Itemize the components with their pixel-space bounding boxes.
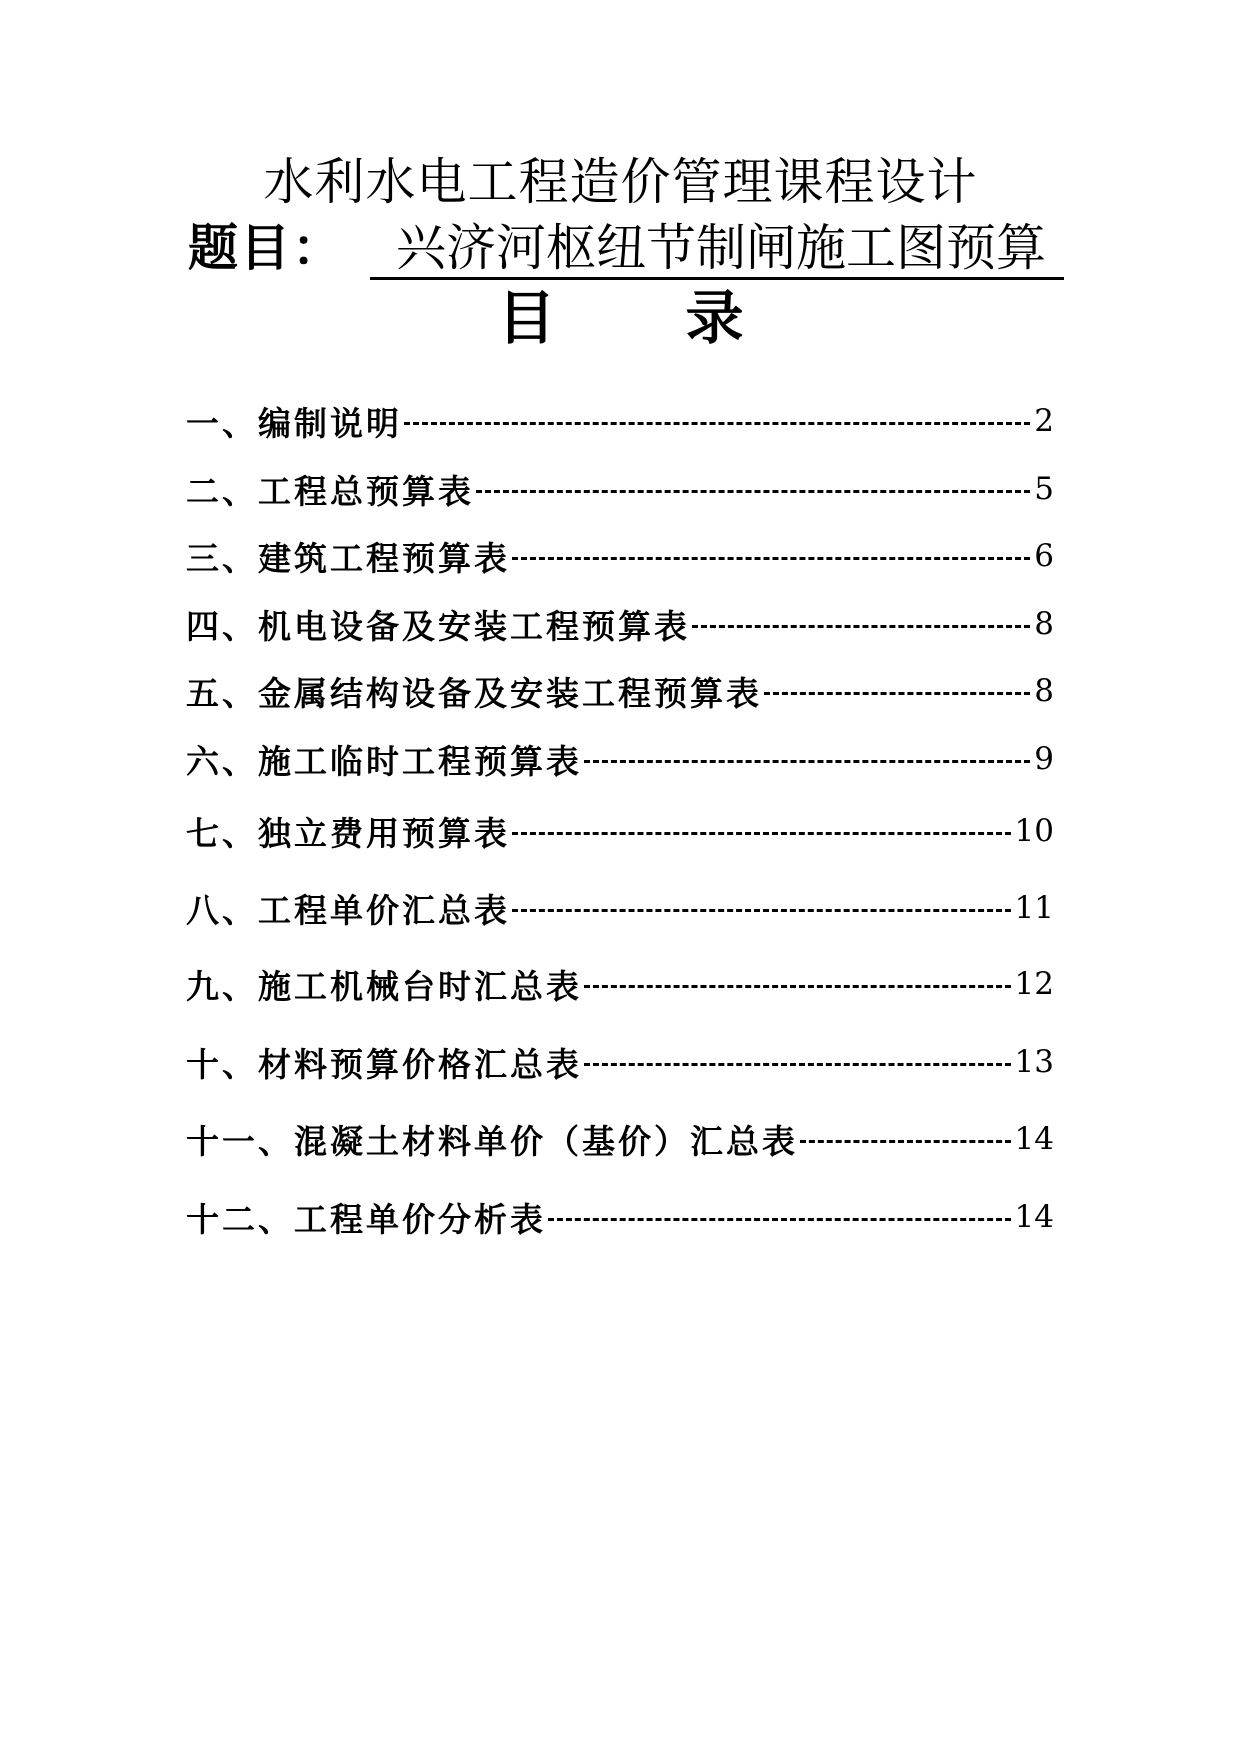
toc-item[interactable] [186,465,1054,513]
toc-leader [692,625,1030,628]
toc-item-label: 十、材料预算价格汇总表 [186,1044,582,1084]
toc-item-label: 七、独立费用预算表 [186,813,510,853]
toc-item[interactable] [186,667,1054,715]
toc-item-label: 十一、混凝土材料单价（基价）汇总表 [186,1121,798,1161]
toc-item-label: 八、工程单价汇总表 [186,890,510,930]
toc-item[interactable] [186,1115,1054,1163]
toc-item[interactable] [186,532,1054,580]
toc-item[interactable] [186,960,1054,1008]
toc-heading: 目录 [497,284,874,352]
toc-leader [548,1218,1011,1221]
toc-item-label: 九、施工机械台时汇总表 [186,966,582,1006]
toc-item-label: 十二、工程单价分析表 [186,1199,546,1239]
toc-item-label: 六、施工临时工程预算表 [186,741,582,781]
toc-item[interactable] [186,884,1054,932]
toc-item-page: 14 [1014,1121,1054,1157]
toc-item[interactable] [186,600,1054,648]
topic-line [188,214,1064,280]
toc-item-page: 14 [1014,1199,1054,1235]
toc-item-label: 五、金属结构设备及安装工程预算表 [186,673,762,713]
toc-leader [404,422,1030,425]
toc-item-page: 11 [1014,890,1054,926]
toc-leader [764,692,1030,695]
toc-leader [800,1140,1011,1143]
toc-item-label: 三、建筑工程预算表 [186,538,510,578]
toc-item-page: 10 [1014,813,1054,849]
toc-item[interactable] [186,735,1054,783]
toc-item-page: 2 [1034,403,1054,439]
toc-leader [512,832,1011,835]
toc-item-label: 二、工程总预算表 [186,471,474,511]
toc-leader [584,1063,1011,1066]
toc-item[interactable] [186,1038,1054,1086]
toc-leader [584,985,1011,988]
toc-leader [512,557,1030,560]
toc-item-page: 13 [1014,1044,1054,1080]
toc-item-page: 8 [1034,606,1054,642]
toc-item-page: 12 [1014,966,1054,1002]
toc-item-page: 8 [1034,673,1054,709]
toc-item-page: 6 [1034,538,1054,574]
topic-value: 兴济河枢纽节制闸施工图预算 [370,219,1064,280]
toc-item-page: 5 [1034,471,1054,507]
toc-item-label: 一、编制说明 [186,403,402,443]
toc-leader [476,490,1030,493]
toc-item-label: 四、机电设备及安装工程预算表 [186,606,690,646]
topic-label: 题目： [188,219,344,277]
toc-leader [512,909,1011,912]
course-title: 水利水电工程造价管理课程设计 [263,153,978,211]
toc-item[interactable] [186,1193,1054,1241]
toc-item[interactable] [186,807,1054,855]
toc-leader [584,760,1030,763]
toc-item-page: 9 [1034,741,1054,777]
toc-item[interactable] [186,397,1054,445]
